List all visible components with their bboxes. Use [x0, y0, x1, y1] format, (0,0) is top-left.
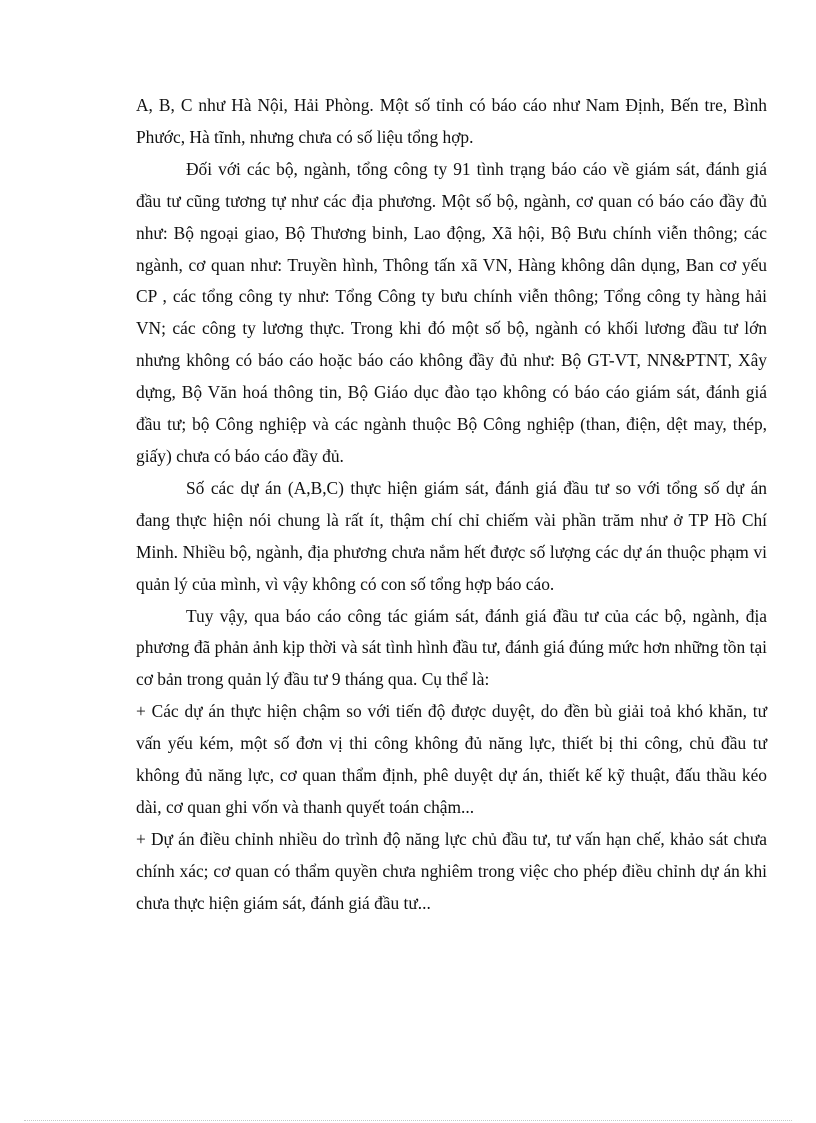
paragraph-project-count: Số các dự án (A,B,C) thực hiện giám sát, đánh giá đầu tư so với tổng số dự án đang thực hiện nói chung là rất ít, thậm chí chỉ chiếm vài phần trăm như ở TP Hồ Chí Minh. Nhiều bộ, ngành, địa phương chưa nắm hết được số lượng các dự án thuộc phạm vi quản lý của mình, vì vậy không có con số tổng hợp báo cáo. — [136, 477, 767, 594]
paragraph-summary-intro: Tuy vậy, qua báo cáo công tác giám sát, đánh giá đầu tư của các bộ, ngành, địa phương đã phản ảnh kịp thời và sát tình hình đầu tư, đánh giá đúng mức hơn những tồn tại cơ bản trong quản lý đầu tư 9 tháng qua. Cụ thể là: — [136, 605, 767, 690]
list-item-delays: + Các dự án thực hiện chậm so với tiến độ được duyệt, do đền bù giải toả khó khăn, tư vấn yếu kém, một số đơn vị thi công không đủ năng lực, thiết bị thi công, chủ đầu tư không đủ năng lực, cơ quan thẩm định, phê duyệt dự án, thiết kế kỹ thuật, đấu thầu kéo dài, cơ quan ghi vốn và thanh quyết toán chậm... — [136, 701, 767, 817]
paragraph-ministries-reporting: Đối với các bộ, ngành, tổng công ty 91 tình trạng báo cáo về giám sát, đánh giá đầu tư cũng tương tự như các địa phương. Một số bộ, ngành, cơ quan có báo cáo đầy đủ như: Bộ ngoại giao, Bộ Thương binh, Lao động, Xã hội, Bộ Bưu chính viễn thông; các ngành, cơ quan như: Truyền hình, Thông tấn xã VN, Hàng không dân dụng, Ban cơ yếu CP , các tổng công ty như: Tổng Công ty bưu chính viễn thông; Tổng công ty hàng hải VN; các công ty lương thực. Trong khi đó một số bộ, ngành có khối lương đầu tư lớn nhưng không có báo cáo hoặc báo cáo không đầy đủ như: Bộ GT-VT, NN&PTNT, Xây dựng, Bộ Văn hoá thông tin, Bộ Giáo dục đào tạo không có báo cáo giám sát, đánh giá đầu tư; bộ Công nghiệp và các ngành thuộc Bộ Công nghiệp (than, điện, dệt may, thép, giấy) chưa có báo cáo đầy đủ. — [136, 158, 767, 466]
paragraph-continuation: A, B, C như Hà Nội, Hải Phòng. Một số tỉnh có báo cáo như Nam Định, Bến tre, Bình Phước, Hà tĩnh, nhưng chưa có số liệu tổng hợp. — [136, 95, 767, 147]
page-bottom-divider — [24, 1120, 792, 1121]
list-item-adjustments: + Dự án điều chỉnh nhiều do trình độ năng lực chủ đầu tư, tư vấn hạn chế, khảo sát chưa chính xác; cơ quan có thẩm quyền chưa nghiêm trong việc cho phép điều chỉnh dự án khi chưa thực hiện giám sát, đánh giá đầu tư... — [136, 828, 767, 913]
body-text — [136, 90, 767, 920]
